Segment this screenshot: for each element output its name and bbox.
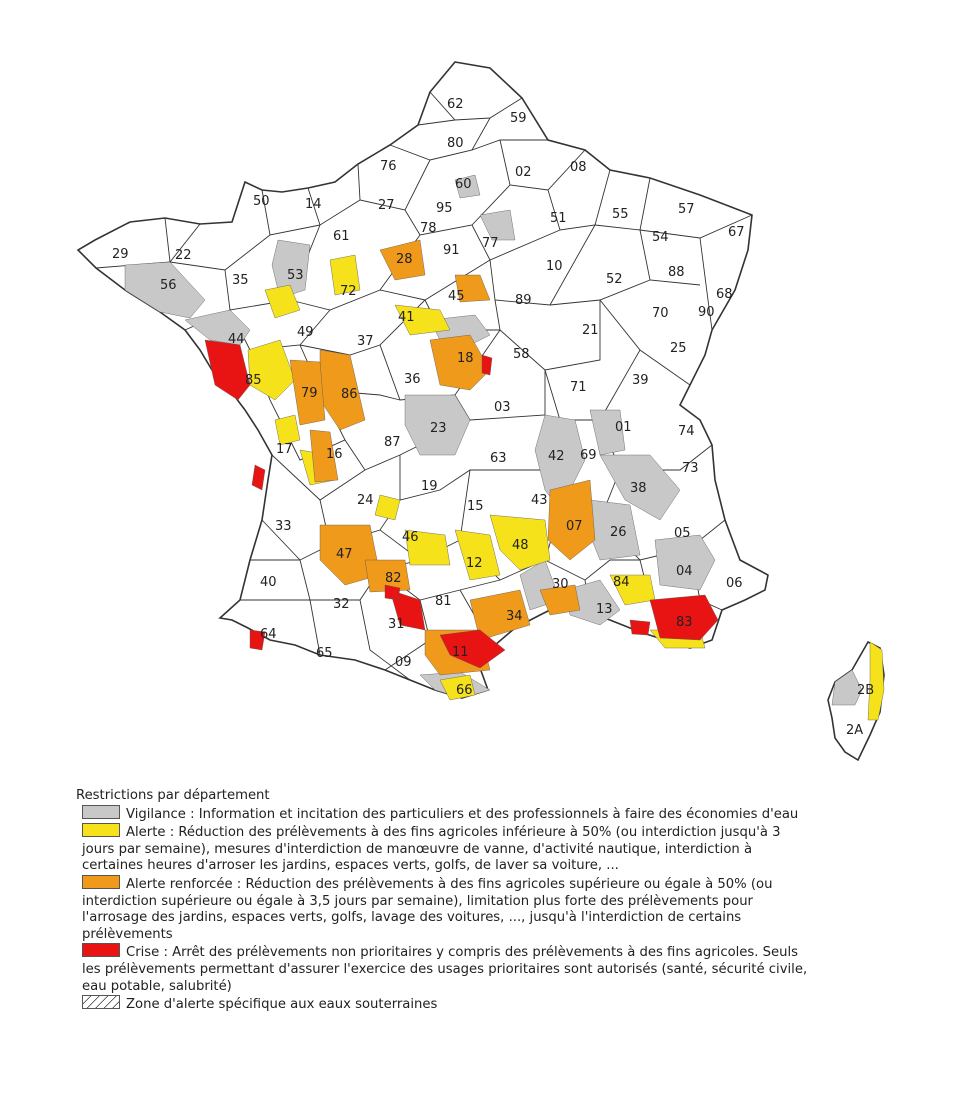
dept-label-67: 67 bbox=[728, 225, 745, 240]
dept-label-35: 35 bbox=[232, 273, 249, 288]
dept-label-28: 28 bbox=[396, 252, 413, 267]
legend-text-alerte-renforcee: Alerte renforcée : Réduction des prélèvements à des fins agricoles supérieure ou égale à 50% (ou interdiction supérieure ou égale à 3,5 jours par semaine), limitation plus forte des prélèvements pour l'arrosage des jardins, espaces verts, golfs, lavage des voitures, ..., jusqu'à l'interdiction de certains prélèvements bbox=[82, 876, 773, 942]
dept-label-37: 37 bbox=[357, 334, 374, 349]
dept-label-29: 29 bbox=[112, 247, 129, 262]
dept-label-26: 26 bbox=[610, 525, 627, 540]
dept-label-51: 51 bbox=[550, 211, 567, 226]
legend-item-crise bbox=[76, 943, 816, 995]
legend-item-alerte bbox=[76, 823, 816, 875]
dept-label-59: 59 bbox=[510, 111, 527, 126]
dept-label-83: 83 bbox=[676, 615, 693, 630]
dept-label-02: 02 bbox=[515, 165, 532, 180]
legend-title: Restrictions par département bbox=[76, 788, 270, 803]
dept-label-2B: 2B bbox=[857, 683, 875, 698]
dept-label-74: 74 bbox=[678, 424, 695, 439]
dept-label-56: 56 bbox=[160, 278, 177, 293]
dept-label-65: 65 bbox=[316, 646, 333, 661]
dept-label-38: 38 bbox=[630, 481, 647, 496]
dept-label-34: 34 bbox=[506, 609, 523, 624]
dept-label-23: 23 bbox=[430, 421, 447, 436]
legend-item-vigilance bbox=[76, 805, 816, 824]
dept-label-11: 11 bbox=[452, 645, 469, 660]
dept-label-32: 32 bbox=[333, 597, 350, 612]
dept-label-17: 17 bbox=[276, 442, 293, 457]
dept-label-45: 45 bbox=[448, 289, 465, 304]
dept-label-73: 73 bbox=[682, 461, 699, 476]
dept-label-70: 70 bbox=[652, 306, 669, 321]
dept-label-05: 05 bbox=[674, 526, 691, 541]
dept-label-40: 40 bbox=[260, 575, 277, 590]
dept-label-31: 31 bbox=[388, 617, 405, 632]
map-legend bbox=[76, 788, 816, 1014]
dept-label-55: 55 bbox=[612, 207, 629, 222]
dept-label-44: 44 bbox=[228, 332, 245, 347]
dept-label-39: 39 bbox=[632, 373, 649, 388]
dept-label-66: 66 bbox=[456, 683, 473, 698]
dept-label-18: 18 bbox=[457, 351, 474, 366]
dept-label-42: 42 bbox=[548, 449, 565, 464]
dept-label-06: 06 bbox=[726, 576, 743, 591]
dept-label-85: 85 bbox=[245, 373, 262, 388]
legend-text-alerte: Alerte : Réduction des prélèvements à des fins agricoles inférieure à 50% (ou interdiction jusqu'à 3 jours par semaine), mesures d'interdiction de manœuvre de vanne, d'activité nautique, interdiction à certaines heures d'arroser les jardins, espaces verts, golfs, de laver sa voiture, ... bbox=[82, 825, 781, 874]
dept-label-68: 68 bbox=[716, 287, 733, 302]
dept-label-77: 77 bbox=[482, 236, 499, 251]
dept-label-69: 69 bbox=[580, 448, 597, 463]
dept-label-16: 16 bbox=[326, 447, 343, 462]
dept-label-61: 61 bbox=[333, 229, 350, 244]
dept-label-36: 36 bbox=[404, 372, 421, 387]
dept-label-82: 82 bbox=[385, 571, 402, 586]
legend-text-vigilance: Vigilance : Information et incitation des particuliers et des professionnels à faire des économies d'eau bbox=[126, 806, 799, 822]
dept-label-95: 95 bbox=[436, 201, 453, 216]
dept-label-01: 01 bbox=[615, 420, 632, 435]
dept-label-76: 76 bbox=[380, 159, 397, 174]
dept-label-14: 14 bbox=[305, 197, 322, 212]
dept-label-78: 78 bbox=[420, 221, 437, 236]
dept-label-64: 64 bbox=[260, 627, 277, 642]
dept-label-60: 60 bbox=[455, 177, 472, 192]
dept-label-33: 33 bbox=[275, 519, 292, 534]
dept-label-49: 49 bbox=[297, 325, 314, 340]
hatch-swatch-icon bbox=[82, 995, 120, 1009]
legend-text-crise: Crise : Arrêt des prélèvements non prioritaires y compris des prélèvements à des fins agricoles. Seuls les prélèvements permettant d'assurer l'exercice des usages prioritaires sont autorisés (santé, sécurité civile, eau potable, salubrité) bbox=[82, 945, 808, 994]
dept-label-12: 12 bbox=[466, 556, 483, 571]
dept-label-79: 79 bbox=[301, 386, 318, 401]
dept-label-91: 91 bbox=[443, 243, 460, 258]
dept-label-81: 81 bbox=[435, 594, 452, 609]
dept-label-30: 30 bbox=[552, 577, 569, 592]
legend-item-zone-souterraine bbox=[76, 995, 816, 1014]
dept-label-15: 15 bbox=[467, 499, 484, 514]
dept-label-48: 48 bbox=[512, 538, 529, 553]
dept-label-2A: 2A bbox=[846, 723, 864, 738]
dept-label-19: 19 bbox=[421, 479, 438, 494]
legend-text-zone: Zone d'alerte spécifique aux eaux souterraines bbox=[126, 997, 438, 1013]
dept-label-50: 50 bbox=[253, 194, 270, 209]
dept-label-43: 43 bbox=[531, 493, 548, 508]
dept-label-89: 89 bbox=[515, 293, 532, 308]
dept-label-52: 52 bbox=[606, 272, 623, 287]
dept-label-41: 41 bbox=[398, 310, 415, 325]
legend-item-alerte-renforcee bbox=[76, 875, 816, 943]
alerte-swatch-icon bbox=[82, 823, 120, 837]
dept-label-72: 72 bbox=[340, 284, 357, 299]
dept-label-71: 71 bbox=[570, 380, 587, 395]
dept-label-25: 25 bbox=[670, 341, 687, 356]
dept-label-53: 53 bbox=[287, 268, 304, 283]
dept-label-80: 80 bbox=[447, 136, 464, 151]
dept-label-13: 13 bbox=[596, 602, 613, 617]
dept-label-08: 08 bbox=[570, 160, 587, 175]
dept-label-03: 03 bbox=[494, 400, 511, 415]
dept-label-57: 57 bbox=[678, 202, 695, 217]
dept-label-10: 10 bbox=[546, 259, 563, 274]
dept-label-88: 88 bbox=[668, 265, 685, 280]
dept-label-09: 09 bbox=[395, 655, 412, 670]
dept-label-62: 62 bbox=[447, 97, 464, 112]
dept-label-58: 58 bbox=[513, 347, 530, 362]
dept-label-21: 21 bbox=[582, 323, 599, 338]
crise-swatch-icon bbox=[82, 943, 120, 957]
dept-label-46: 46 bbox=[402, 530, 419, 545]
dept-label-54: 54 bbox=[652, 230, 669, 245]
dept-label-47: 47 bbox=[336, 547, 353, 562]
alerte-renforcee-swatch-icon bbox=[82, 875, 120, 889]
dept-label-24: 24 bbox=[357, 493, 374, 508]
dept-label-07: 07 bbox=[566, 519, 583, 534]
vigilance-swatch-icon bbox=[82, 805, 120, 819]
dept-label-90: 90 bbox=[698, 305, 715, 320]
dept-label-86: 86 bbox=[341, 387, 358, 402]
dept-label-87: 87 bbox=[384, 435, 401, 450]
dept-label-04: 04 bbox=[676, 564, 693, 579]
dept-label-22: 22 bbox=[175, 248, 192, 263]
dept-label-27: 27 bbox=[378, 198, 395, 213]
dept-label-63: 63 bbox=[490, 451, 507, 466]
dept-label-84: 84 bbox=[613, 575, 630, 590]
